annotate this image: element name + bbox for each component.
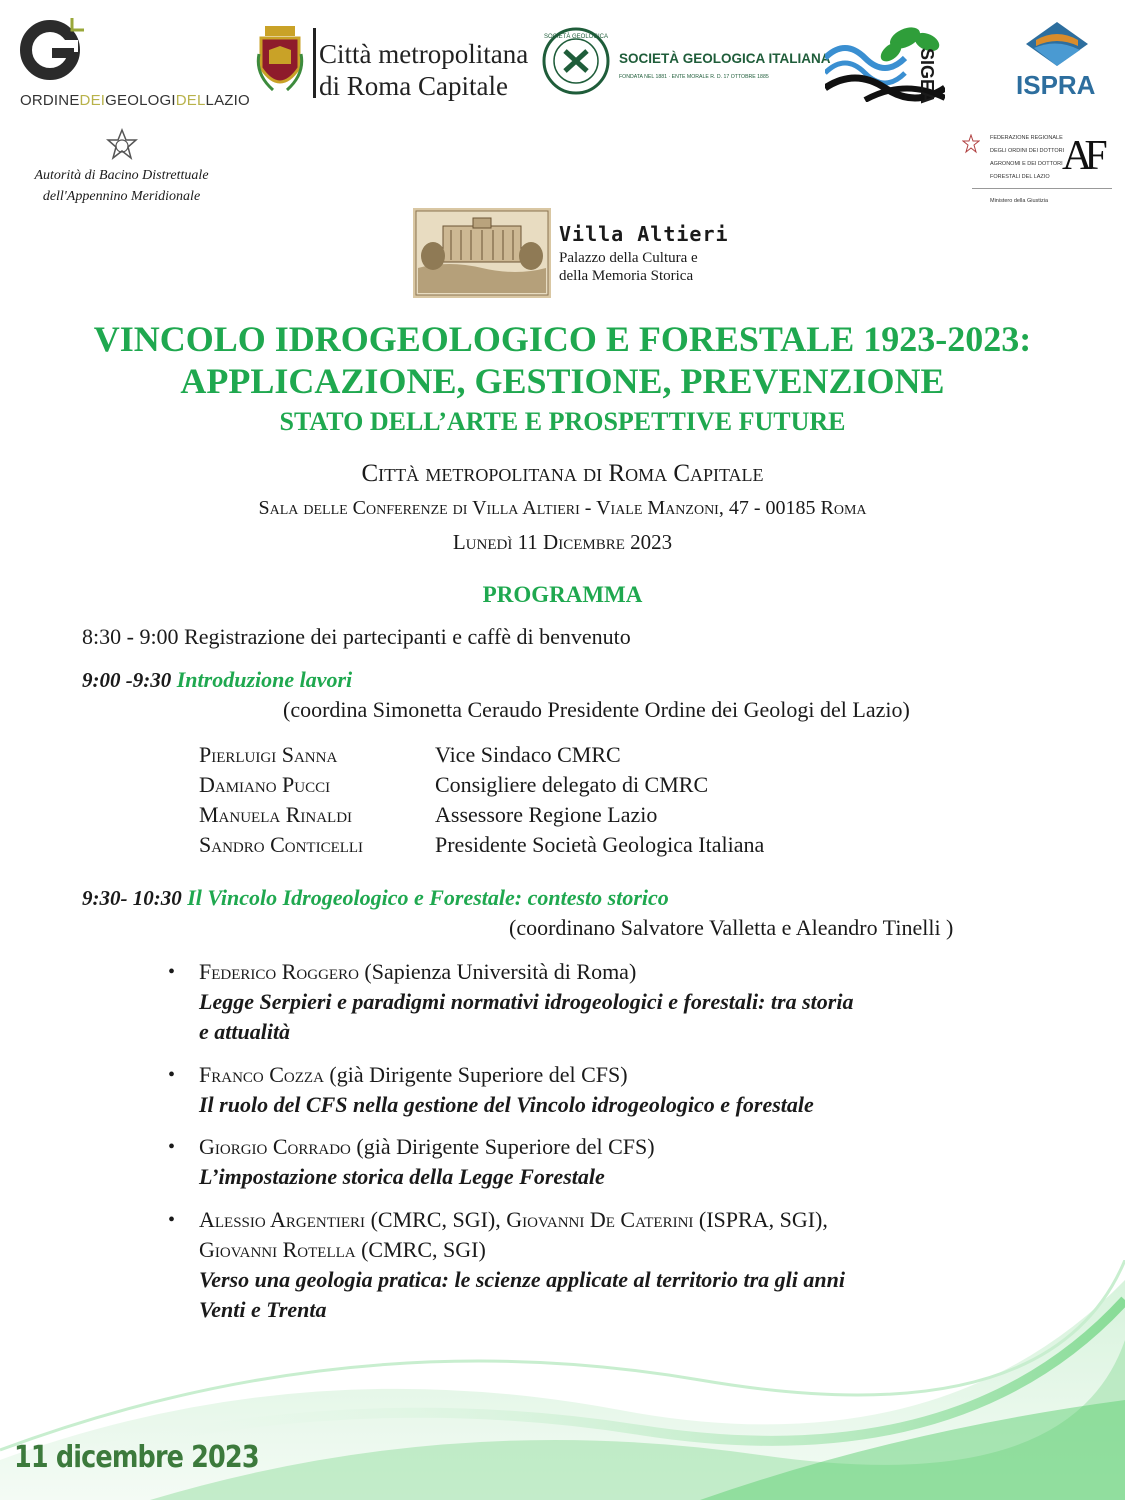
sgi-seal-text: SOCIETÀ GEOLOGICA	[543, 34, 609, 40]
talk-item	[168, 1060, 1058, 1120]
ispra-text: ISPRA	[1016, 70, 1096, 100]
cmrc-line2: di Roma Capitale	[319, 71, 508, 101]
talk-affiliation: (già Dirigente Superiore del CFS)	[329, 1062, 628, 1087]
session2-header	[82, 885, 669, 911]
ogl-text-5: LAZIO	[205, 92, 250, 109]
main-title	[0, 318, 1125, 402]
villa-altieri-logo	[413, 208, 729, 300]
talk-speaker: Franco Cozza	[199, 1062, 324, 1087]
cmrc-logo	[255, 24, 540, 104]
villa-title: Villa Altieri	[559, 222, 729, 246]
cmrc-line1: Città metropolitana	[319, 39, 529, 69]
registration-text: Registrazione dei partecipanti e caffè di benvenuto	[184, 624, 631, 649]
ogl-emblem	[18, 10, 98, 80]
ogl-logo	[18, 10, 248, 110]
programma-heading: PROGRAMMA	[482, 582, 643, 607]
session2-time: 9:30- 10:30	[82, 886, 182, 910]
session1-speakers	[199, 740, 764, 860]
talk-affiliation: (già Dirigente Superiore del CFS)	[356, 1134, 655, 1159]
registration-row	[82, 624, 631, 650]
session1-title: Introduzione lavori	[176, 667, 353, 692]
sigea-logo	[825, 18, 965, 105]
talk-title-line1: Verso una geologia pratica: le scienze applicate al territorio tra gli anni	[199, 1267, 845, 1292]
sigea-text: SIGEA	[917, 48, 937, 105]
speaker-row	[199, 740, 764, 770]
session1-header	[82, 667, 352, 693]
talk-speaker: Giorgio Corrado	[199, 1134, 351, 1159]
talk-affiliation: (Sapienza Università di Roma)	[364, 959, 637, 984]
venue-address: Sala delle Conferenze di Villa Altieri - Viale Manzoni, 47 - 00185 Roma	[258, 497, 867, 519]
federazione-logo	[962, 130, 1117, 210]
talk-affiliation-2: (ISPRA, SGI),	[698, 1207, 828, 1232]
ispra-logo	[1012, 20, 1102, 100]
villa-line1: Palazzo della Cultura e	[559, 250, 698, 266]
talk-title-line1: L’impostazione storica della Legge Forestale	[199, 1164, 605, 1189]
speaker-row	[199, 830, 764, 860]
sgi-logo	[541, 24, 831, 100]
registration-time: 8:30 - 9:00	[82, 624, 179, 649]
subtitle: STATO DELL’ARTE E PROSPETTIVE FUTURE	[279, 407, 846, 436]
fed-line4: FORESTALI DEL LAZIO	[990, 174, 1050, 180]
speaker-row	[199, 800, 764, 830]
session1-coordinator: (coordina Simonetta Ceraudo Presidente Ordine dei Geologi del Lazio)	[283, 697, 910, 722]
speaker-role: Presidente Società Geologica Italiana	[435, 832, 765, 857]
adb-line2: dell'Appennino Meridionale	[42, 189, 201, 204]
talk-item	[168, 1132, 1058, 1192]
talk-title-line2: Venti e Trenta	[199, 1297, 327, 1322]
bullet-icon: •	[168, 961, 176, 983]
bullet-icon: •	[168, 1209, 176, 1231]
ministry-text: Ministero della Giustizia	[990, 198, 1049, 204]
talk-item	[168, 957, 1058, 1047]
venue-host: Città metropolitana di Roma Capitale	[361, 460, 764, 487]
speaker-name: Manuela Rinaldi	[199, 802, 353, 827]
sgi-seal-icon	[541, 26, 611, 96]
ministry-emblem-icon	[962, 134, 980, 154]
speaker-role: Vice Sindaco CMRC	[435, 742, 621, 767]
footer-date: 11 dicembre 2023	[14, 1440, 259, 1475]
fed-line2: DEGLI ORDINI DEI DOTTORI	[990, 148, 1065, 154]
italian-emblem-icon	[106, 128, 138, 164]
cmrc-coat-of-arms-icon	[255, 24, 305, 98]
fed-mark: AF	[1062, 133, 1100, 179]
talk-affiliation: (CMRC, SGI),	[370, 1207, 501, 1232]
ispra-emblem-icon	[1024, 20, 1090, 70]
talk-speaker-2: Giovanni De Caterini	[506, 1207, 694, 1232]
ogl-text-3: GEOLOGI	[105, 92, 176, 109]
bullet-icon: •	[168, 1064, 176, 1086]
talk-speaker-3: Giovanni Rotella	[199, 1237, 356, 1262]
speaker-name: Pierluigi Sanna	[199, 742, 338, 767]
bullet-icon: •	[168, 1136, 176, 1158]
title-line2: APPLICAZIONE, GESTIONE, PREVENZIONE	[180, 361, 945, 401]
sgi-sub: FONDATA NEL 1881 · ENTE MORALE R. D. 17 OTTOBRE 1885	[619, 74, 769, 80]
speaker-name: Damiano Pucci	[199, 772, 331, 797]
speaker-role: Consigliere delegato di CMRC	[435, 772, 709, 797]
talk-title-line2: e attualità	[199, 1019, 291, 1044]
fed-line1: FEDERAZIONE REGIONALE	[990, 135, 1063, 141]
sgi-name: SOCIETÀ GEOLOGICA ITALIANA	[619, 51, 831, 66]
ogl-text-4: DEL	[175, 92, 206, 109]
villa-line2: della Memoria Storica	[559, 268, 694, 284]
ogl-text-2: DEI	[79, 92, 106, 109]
talk-title-line1: Il ruolo del CFS nella gestione del Vincolo idrogeologico e forestale	[199, 1092, 814, 1117]
session2-title: Il Vincolo Idrogeologico e Forestale: contesto storico	[187, 885, 669, 910]
fed-line3: AGRONOMI E DEI DOTTORI	[990, 161, 1063, 167]
event-date: Lunedì 11 Dicembre 2023	[452, 530, 673, 554]
session1-time: 9:00 -9:30	[82, 668, 172, 692]
ogl-text-1: ORDINE	[20, 92, 80, 109]
talk-affiliation-3: (CMRC, SGI)	[361, 1237, 486, 1262]
talk-speaker: Federico Roggero	[199, 959, 359, 984]
talk-speaker: Alessio Argentieri	[199, 1207, 366, 1232]
adb-logo	[14, 128, 229, 208]
villa-engraving-image	[413, 208, 551, 298]
speaker-name: Sandro Conticelli	[199, 832, 364, 857]
session2-coordinators: (coordinano Salvatore Valletta e Aleandro Tinelli )	[509, 915, 954, 940]
speaker-row	[199, 770, 764, 800]
adb-line1: Autorità di Bacino Distrettuale	[34, 168, 209, 183]
speaker-role: Assessore Regione Lazio	[435, 802, 658, 827]
title-line1: VINCOLO IDROGEOLOGICO E FORESTALE 1923-2023:	[93, 319, 1032, 359]
talk-title-line1: Legge Serpieri e paradigmi normativi idrogeologici e forestali: tra storia	[199, 989, 854, 1014]
